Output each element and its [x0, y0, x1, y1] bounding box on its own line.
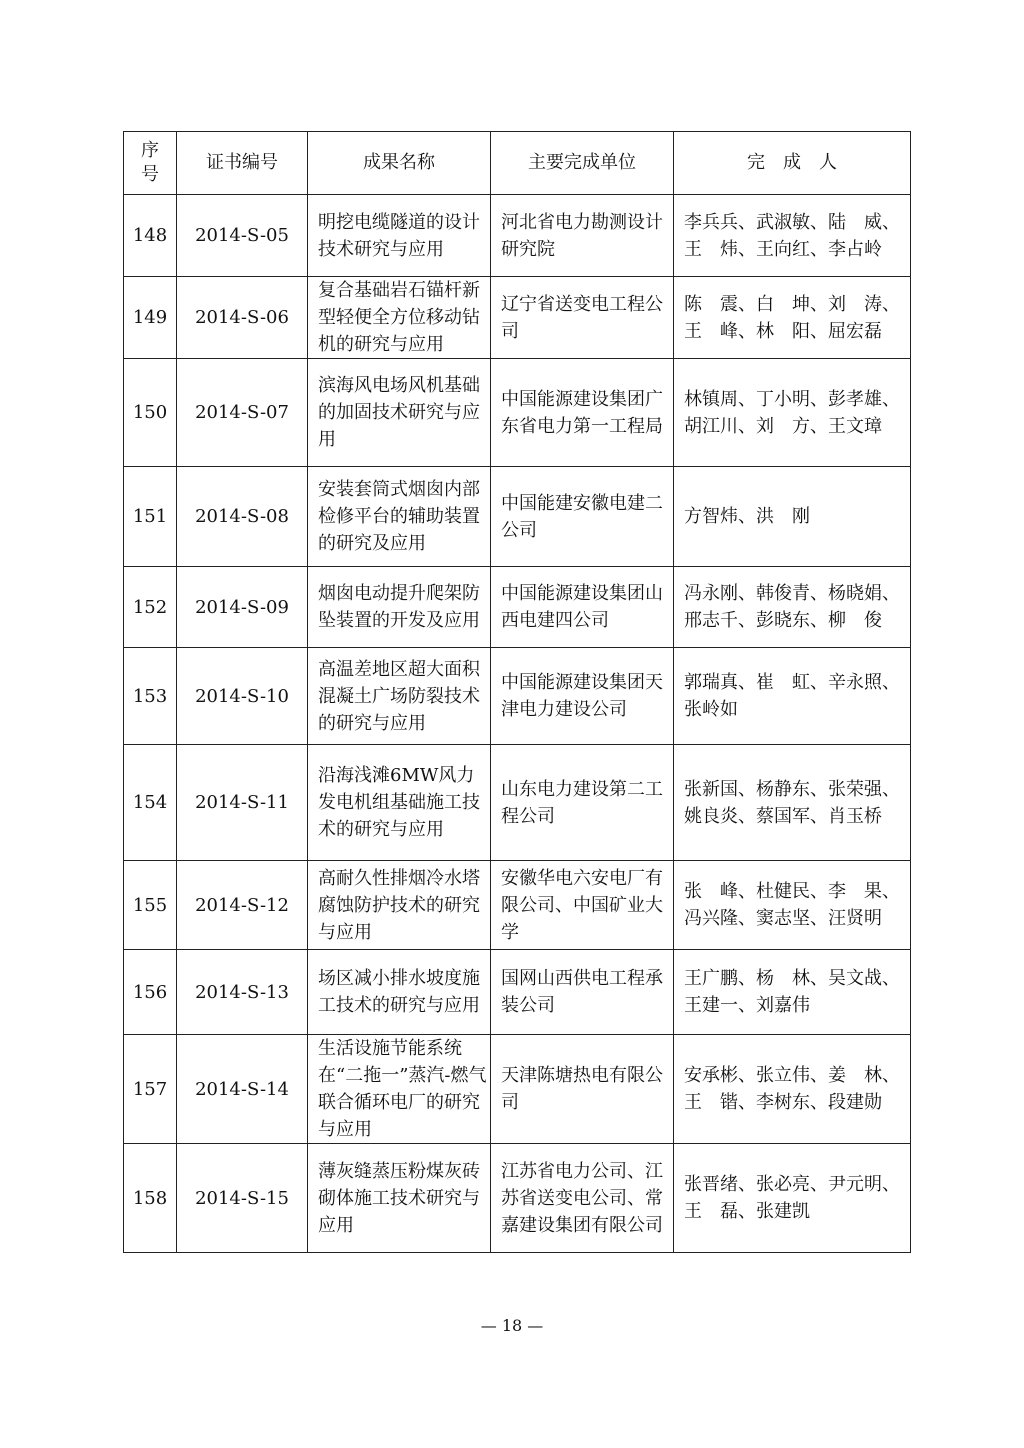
row-name: 生活设施节能系统在“二拖一”蒸汽-燃气联合循环电厂的研究与应用	[308, 1035, 491, 1144]
row-people	[674, 359, 911, 467]
people-line: 方智炜、洪 刚	[684, 506, 810, 527]
row-unit: 河北省电力勘测设计研究院	[491, 195, 674, 277]
row-cert: 2014-S-07	[177, 359, 308, 467]
row-seq: 150	[124, 359, 177, 467]
people-line: 张新国、杨静东、张荣强、	[684, 778, 900, 800]
people-line: 邢志千、彭晓东、柳 俊	[684, 610, 882, 631]
row-seq: 152	[124, 567, 177, 648]
page-number: — 18 —	[480, 1316, 544, 1335]
row-seq: 153	[124, 648, 177, 745]
people-line: 林镇周、丁小明、彭孝雄、	[684, 388, 900, 410]
row-seq: 156	[124, 950, 177, 1035]
header-name: 成果名称	[308, 132, 491, 195]
row-cert: 2014-S-15	[177, 1144, 308, 1253]
row-name: 烟囱电动提升爬架防坠装置的开发及应用	[308, 567, 491, 648]
row-people	[674, 467, 911, 567]
row-name: 明挖电缆隧道的设计技术研究与应用	[308, 195, 491, 277]
row-unit: 国网山西供电工程承装公司	[491, 950, 674, 1035]
row-unit: 中国能源建设集团天津电力建设公司	[491, 648, 674, 745]
table-row	[124, 277, 911, 359]
row-cert: 2014-S-12	[177, 861, 308, 950]
row-unit: 天津陈塘热电有限公司	[491, 1035, 674, 1144]
awards-table	[123, 131, 911, 1253]
row-people	[674, 950, 911, 1035]
row-name: 安装套筒式烟囱内部检修平台的辅助装置的研究及应用	[308, 467, 491, 567]
row-cert: 2014-S-05	[177, 195, 308, 277]
row-unit: 辽宁省送变电工程公司	[491, 277, 674, 359]
row-cert: 2014-S-14	[177, 1035, 308, 1144]
people-line: 安承彬、张立伟、姜 林、	[684, 1065, 900, 1086]
people-line: 王 峰、林 阳、屈宏磊	[684, 320, 882, 342]
table-row	[124, 648, 911, 745]
row-seq: 148	[124, 195, 177, 277]
row-name: 场区减小排水坡度施工技术的研究与应用	[308, 950, 491, 1035]
row-seq: 155	[124, 861, 177, 950]
table-row	[124, 745, 911, 861]
table-row	[124, 467, 911, 567]
row-people	[674, 195, 911, 277]
row-people	[674, 1144, 911, 1253]
row-cert: 2014-S-09	[177, 567, 308, 648]
row-seq: 158	[124, 1144, 177, 1253]
row-unit: 中国能建安徽电建二公司	[491, 467, 674, 567]
header-row	[124, 132, 911, 195]
header-cert: 证书编号	[177, 132, 308, 195]
table-row	[124, 861, 911, 950]
header-seq	[124, 132, 177, 195]
people-line: 王 磊、张建凯	[684, 1201, 810, 1222]
people-line: 王 锴、李树东、段建勋	[684, 1092, 882, 1113]
row-people	[674, 567, 911, 648]
row-name: 高温差地区超大面积混凝土广场防裂技术的研究与应用	[308, 648, 491, 745]
people-line: 郭瑞真、崔 虹、辛永照、	[684, 672, 900, 693]
row-people	[674, 648, 911, 745]
row-seq: 157	[124, 1035, 177, 1144]
people-line: 胡江川、刘 方、王文璋	[684, 415, 882, 437]
header-people: 完 成 人	[674, 132, 911, 195]
people-line: 王 炜、王向红、李占岭	[684, 238, 882, 260]
table-row	[124, 195, 911, 277]
people-line: 张岭如	[684, 699, 738, 720]
table-row	[124, 1035, 911, 1144]
row-cert: 2014-S-13	[177, 950, 308, 1035]
row-name: 滨海风电场风机基础的加固技术研究与应用	[308, 359, 491, 467]
table-row	[124, 1144, 911, 1253]
people-line: 张 峰、杜健民、李 果、	[684, 881, 900, 902]
people-line: 陈 震、白 坤、刘 涛、	[684, 293, 900, 315]
row-unit: 安徽华电六安电厂有限公司、中国矿业大学	[491, 861, 674, 950]
row-cert: 2014-S-10	[177, 648, 308, 745]
row-seq: 151	[124, 467, 177, 567]
row-people	[674, 1035, 911, 1144]
people-line: 姚良炎、蔡国军、肖玉桥	[684, 805, 882, 827]
row-unit: 山东电力建设第二工程公司	[491, 745, 674, 861]
table-row	[124, 567, 911, 648]
row-cert: 2014-S-08	[177, 467, 308, 567]
people-line: 王广鹏、杨 林、吴文战、	[684, 968, 900, 989]
row-people	[674, 745, 911, 861]
people-line: 张晋绪、张必亮、尹元明、	[684, 1174, 900, 1195]
people-line: 冯兴隆、窦志坚、汪贤明	[684, 908, 882, 929]
row-cert: 2014-S-11	[177, 745, 308, 861]
table-row	[124, 950, 911, 1035]
header-seq-bottom: 号	[141, 164, 159, 185]
row-unit: 江苏省电力公司、江苏省送变电公司、常嘉建设集团有限公司	[491, 1144, 674, 1253]
row-seq: 149	[124, 277, 177, 359]
header-unit: 主要完成单位	[491, 132, 674, 195]
row-people	[674, 861, 911, 950]
row-unit: 中国能源建设集团广东省电力第一工程局	[491, 359, 674, 467]
row-cert: 2014-S-06	[177, 277, 308, 359]
row-seq: 154	[124, 745, 177, 861]
header-seq-top: 序	[141, 140, 159, 161]
row-people	[674, 277, 911, 359]
row-name: 高耐久性排烟冷水塔腐蚀防护技术的研究与应用	[308, 861, 491, 950]
table-row	[124, 359, 911, 467]
row-name: 薄灰缝蒸压粉煤灰砖砌体施工技术研究与应用	[308, 1144, 491, 1253]
row-name: 复合基础岩石锚杆新型轻便全方位移动钻机的研究与应用	[308, 277, 491, 359]
people-line: 王建一、刘嘉伟	[684, 995, 810, 1016]
row-name: 沿海浅滩6MW风力发电机组基础施工技术的研究与应用	[308, 745, 491, 861]
people-line: 李兵兵、武淑敏、陆 威、	[684, 211, 900, 233]
row-unit: 中国能源建设集团山西电建四公司	[491, 567, 674, 648]
people-line: 冯永刚、韩俊青、杨晓娟、	[684, 583, 900, 604]
